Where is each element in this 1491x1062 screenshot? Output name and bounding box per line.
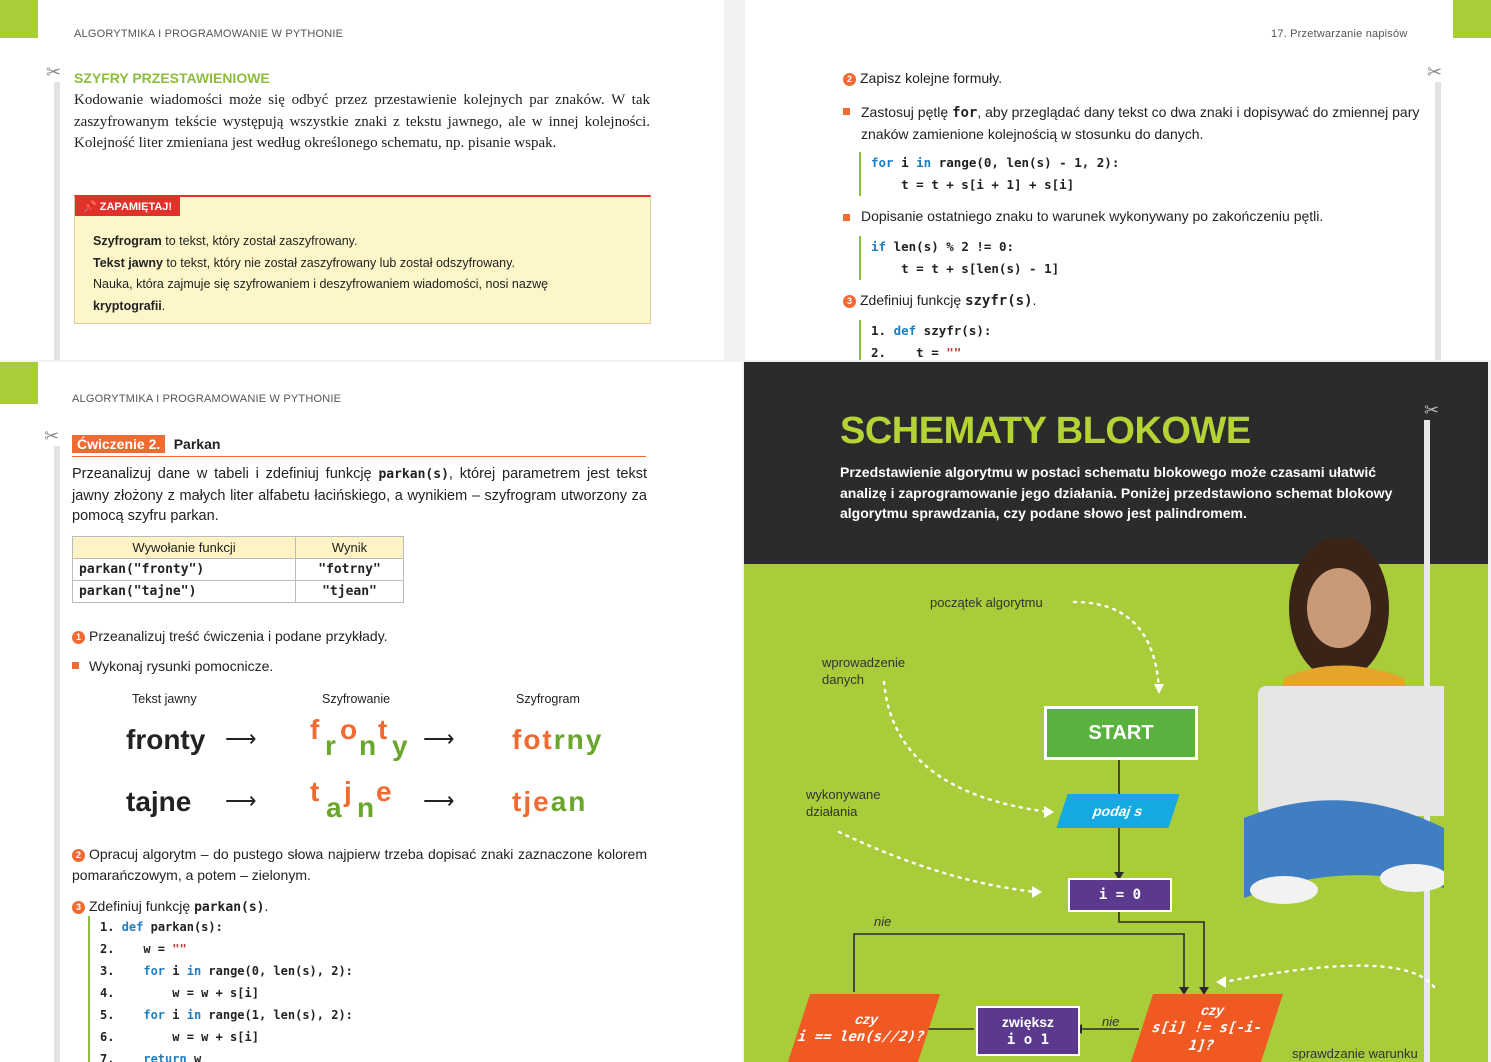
label-no-top: nie	[874, 914, 892, 929]
code-block-parkan	[88, 916, 353, 1062]
bullet-2-text: Dopisanie ostatniego znaku to warunek wykonywany po zakończeniu pętli.	[861, 208, 1324, 224]
intro-text: Przedstawienie algorytmu w postaci schematu blokowego może czasami ułatwić analizę i zaprogramowanie jego działania. Poniżej przedstawiono schemat blokowy algorytmu sprawdzania, czy podane słowo jest palindromem.	[840, 464, 1393, 521]
remember-line: Tekst jawny to tekst, który nie został zaszyfrowany lub został odszyfrowany.	[93, 255, 515, 270]
zigzag-word: t a j n e	[310, 776, 392, 823]
zigzag-word: f r o n t y	[310, 714, 408, 761]
step-2	[843, 70, 1002, 86]
cipher-green: rny	[553, 724, 604, 755]
bottom-right-page	[744, 362, 1488, 1062]
diagram-header-encrypt: Szyfrowanie	[322, 692, 391, 706]
code-line: if len(s) % 2 != 0:	[871, 239, 1014, 254]
bullet-1	[843, 102, 1441, 145]
running-header: ALGORYTMIKA I PROGRAMOWANIE W PYTHONIE	[74, 28, 344, 40]
remember-line: Szyfrogram to tekst, który został zaszyfrowany.	[93, 234, 358, 248]
running-header: ALGORYTMIKA I PROGRAMOWANIE W PYTHONIE	[72, 393, 342, 405]
code-line: t = t + s[i + 1] + s[i]	[871, 177, 1075, 192]
code-line: t = t + s[len(s) - 1]	[871, 261, 1060, 276]
exercise-title: Parkan	[173, 436, 221, 452]
step-3-text: Zdefiniuj funkcję	[89, 898, 195, 914]
step-1-text: Przeanalizuj treść ćwiczenia i podane przykłady.	[89, 628, 388, 644]
increment-line: zwiększ	[1001, 1014, 1055, 1030]
pin-icon: 📌	[83, 201, 100, 213]
cipher-orange: fot	[512, 724, 554, 755]
code-line: 1. def szyfr(s):	[871, 323, 992, 338]
step-2	[72, 844, 647, 885]
arrow-icon: ⟶	[225, 788, 257, 813]
bullet-1-code: for	[952, 105, 978, 121]
remember-label-text: ZAPAMIĘTAJ!	[99, 201, 173, 213]
table-header-row	[73, 537, 404, 559]
cipher-green: an	[550, 786, 588, 817]
intro-code: parkan(s)	[378, 467, 449, 482]
exercise-intro	[72, 464, 647, 527]
margin-line	[54, 446, 60, 1062]
bullet	[72, 658, 273, 674]
table-cell: parkan("tajne")	[73, 581, 296, 603]
bottom-left-page	[0, 362, 742, 1062]
bullet-icon	[72, 662, 79, 669]
step-2-text: Zapisz kolejne formuły.	[860, 70, 1003, 86]
plain-word: fronty	[126, 724, 206, 755]
step-3	[72, 898, 268, 915]
step-3	[843, 292, 1036, 309]
code-line: 7. return w	[100, 1052, 202, 1062]
code-line: for i in range(0, len(s) - 1, 2):	[871, 155, 1120, 170]
code-line: 4. w = w + s[i]	[100, 986, 259, 1000]
exercise-header	[72, 436, 646, 457]
table-cell: "fotrny"	[296, 559, 404, 581]
intro-text-end: , której parametrem jest tekst jawny złożony z małych liter alfabetu łacińskiego, a wynikiem – szyfrogram utworzony za pomocą szyfru parkan.	[72, 466, 647, 524]
scissors-icon: ✂	[44, 426, 60, 446]
bullet-icon	[843, 108, 850, 115]
condition-left-expr: i == len(s//2)?	[795, 1029, 927, 1045]
table-row	[73, 559, 404, 581]
scissors-icon: ✂	[1427, 62, 1443, 82]
step-3-code: szyfr(s)	[965, 293, 1033, 309]
label-no-mid: nie	[1102, 1014, 1120, 1029]
code-line: 1. def parkan(s):	[100, 920, 223, 934]
label-operations: wykonywane działania	[806, 787, 881, 819]
diagram-header-plain: Tekst jawny	[132, 692, 197, 706]
table-cell: "tjean"	[296, 581, 404, 603]
code-line: 6. w = w + s[i]	[100, 1030, 259, 1044]
remember-line: Nauka, która zajmuje się szyfrowaniem i deszyfrowaniem wiadomości, nosi nazwę	[93, 277, 549, 291]
input-block: podaj s	[1056, 794, 1179, 828]
step-3-code: parkan(s)	[194, 900, 265, 915]
scissors-icon: ✂	[46, 62, 62, 82]
step-number-icon: 1	[72, 631, 85, 644]
step-number-icon: 2	[843, 73, 856, 86]
arrow-icon: ⟶	[423, 788, 455, 813]
cipher-word	[512, 786, 587, 818]
step-number-icon: 3	[72, 901, 85, 914]
label-check-condition: sprawdzanie warunku	[1292, 1046, 1418, 1061]
green-corner-tab	[0, 0, 38, 38]
arrow-icon: ⟶	[423, 726, 455, 751]
code-line: 2. t = ""	[871, 345, 962, 360]
step-1	[72, 628, 388, 644]
condition-right-block	[1131, 994, 1283, 1062]
plain-word: tajne	[126, 786, 192, 817]
start-block: START	[1044, 706, 1198, 760]
code-block-1	[859, 152, 1119, 196]
remember-line: kryptografii.	[93, 298, 166, 313]
step-number-icon: 2	[72, 849, 85, 862]
increment-block	[976, 1006, 1080, 1056]
cipher-orange: tje	[512, 786, 551, 817]
remember-box	[74, 195, 651, 324]
examples-table	[72, 536, 404, 603]
table-header: Wywołanie funkcji	[73, 537, 296, 559]
green-corner-tab	[1453, 0, 1491, 38]
condition-left-line: czy	[853, 1011, 881, 1027]
label-input: wprowadzenie danych	[822, 655, 906, 687]
arrow-icon: ⟶	[225, 726, 257, 751]
step-3-end: .	[1032, 292, 1037, 308]
running-header: 17. Przetwarzanie napisów	[1271, 28, 1408, 40]
intro-paragraph: Kodowanie wiadomości może się odbyć przez przestawienie kolejnych par znaków. W tak zaszyfrowanym tekście występują wszystkie znaki z tekstu jawnego, ale w innej kolejności. Kolejność liter zmieniana jest według określonego schematu, np. pisanie wspak.	[74, 92, 650, 151]
diagram-header-cipher: Szyfrogram	[516, 692, 580, 706]
green-corner-tab	[0, 362, 38, 404]
intro-text: Przeanalizuj dane w tabeli i zdefiniuj funkcję	[72, 466, 379, 482]
bullet-1-text-end: , aby przeglądać dany tekst co dwa znaki i dopisywać do zmiennej pary znaków zamienione kolejnością w stosunku do danych.	[861, 104, 1420, 142]
cipher-word	[512, 724, 603, 756]
step-3-end: .	[264, 898, 269, 914]
label-algorithm-start: początek algorytmu	[930, 595, 1043, 610]
table-cell: parkan("fronty")	[73, 559, 296, 581]
step-2-text: Opracuj algorytm – do pustego słowa najpierw trzeba dopisać znaki zaznaczone kolorem pomarańczowym, a potem – zielonym.	[72, 846, 647, 883]
top-right-page	[745, 0, 1491, 360]
condition-right-line: czy	[1198, 1002, 1227, 1018]
section-title: SZYFRY PRZESTAWIENIOWE	[74, 70, 270, 86]
bullet-1-text: Zastosuj pętlę	[861, 104, 953, 120]
bullet-icon	[843, 214, 850, 221]
code-block-3	[859, 320, 991, 360]
code-line: 2. w = ""	[100, 942, 187, 956]
condition-left-block	[788, 994, 940, 1062]
remember-content	[93, 231, 633, 317]
condition-right-expr: s[i] != s[-i-1]?	[1149, 1020, 1265, 1054]
remember-label	[75, 197, 180, 216]
code-line: 3. for i in range(0, len(s), 2):	[100, 964, 353, 978]
bullet-text: Wykonaj rysunki pomocnicze.	[89, 658, 274, 674]
step-3-text: Zdefiniuj funkcję	[860, 292, 966, 308]
table-header: Wynik	[296, 537, 404, 559]
step-number-icon: 3	[843, 295, 856, 308]
code-block-2	[859, 236, 1059, 280]
page-title: SCHEMATY BLOKOWE	[840, 410, 1251, 452]
scissors-icon: ✂	[1424, 400, 1440, 420]
margin-line	[54, 82, 60, 360]
exercise-label: Ćwiczenie 2.	[72, 435, 165, 453]
code-line: 5. for i in range(1, len(s), 2):	[100, 1008, 353, 1022]
init-block: i = 0	[1068, 878, 1172, 912]
table-row	[73, 581, 404, 603]
bullet-2	[843, 208, 1441, 224]
top-left-page	[0, 0, 724, 360]
increment-expr: i o 1	[1006, 1032, 1050, 1048]
